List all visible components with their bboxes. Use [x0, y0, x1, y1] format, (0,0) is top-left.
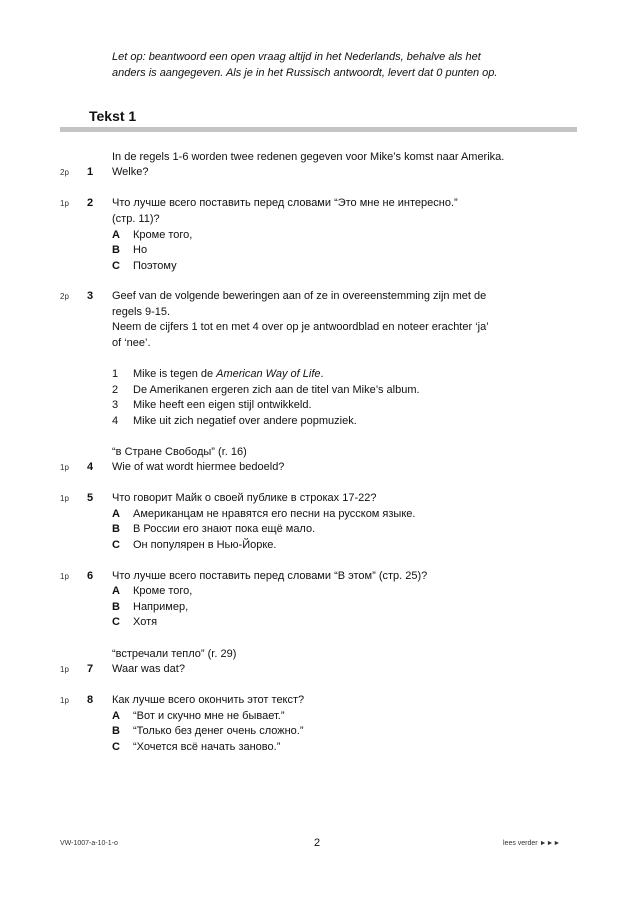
question-number: 8 — [87, 694, 94, 706]
question-text: (стр. 11)? — [112, 213, 160, 225]
option-text: Он популярен в Нью-Йорке. — [133, 539, 277, 551]
question-text: Welke? — [112, 166, 149, 178]
question-quote: “встречали тепло” (r. 29) — [112, 648, 237, 660]
section-title: Tekst 1 — [89, 108, 137, 124]
option-letter: C — [112, 741, 120, 753]
question-number: 2 — [87, 197, 94, 209]
option-letter: A — [112, 508, 120, 520]
question-text: Что говорит Майк о своей публике в строках 17-22? — [112, 492, 377, 504]
option-letter: B — [112, 725, 120, 737]
document-code: VW-1007-a-10-1-o — [60, 840, 118, 847]
instruction-note — [112, 49, 582, 81]
option-text: Кроме того, — [133, 585, 193, 597]
option-text: “Вот и скучно мне не бывает.” — [133, 710, 285, 722]
question-points: 1p — [60, 572, 69, 581]
question-text: Waar was dat? — [112, 663, 185, 675]
option-letter: A — [112, 710, 120, 722]
statement-text-part: . — [320, 368, 324, 380]
statement-emphasis: American Way of Life — [216, 368, 321, 380]
question-quote: “в Стране Свободы” (r. 16) — [112, 446, 247, 458]
instruction-line: Let op: beantwoord een open vraag altijd in het Nederlands, behalve als het — [112, 51, 481, 63]
question-intro: In de regels 1-6 worden twee redenen gegeven voor Mike’s komst naar Amerika. — [112, 151, 505, 163]
option-text: Но — [133, 244, 148, 256]
question-text: Как лучше всего окончить этот текст? — [112, 694, 305, 706]
question-points: 1p — [60, 494, 69, 503]
question-points: 2p — [60, 168, 69, 177]
question-text: regels 9-15. — [112, 306, 171, 318]
statement-number: 3 — [112, 399, 119, 411]
question-text: Что лучше всего поставить перед словами “В этом” (стр. 25)? — [112, 570, 428, 582]
statement-number: 2 — [112, 384, 119, 396]
question-number: 4 — [87, 461, 94, 473]
option-text: “Только без денег очень сложно.” — [133, 725, 304, 737]
page-number: 2 — [314, 837, 321, 849]
option-letter: B — [112, 601, 120, 613]
option-letter: A — [112, 585, 120, 597]
option-letter: C — [112, 260, 120, 272]
statement-number: 1 — [112, 368, 119, 380]
question-number: 6 — [87, 570, 94, 582]
question-text: Geef van de volgende beweringen aan of ze in overeenstemming zijn met de — [112, 290, 487, 302]
option-text: В России его знают пока ещё мало. — [133, 523, 316, 535]
question-points: 1p — [60, 463, 69, 472]
option-letter: A — [112, 229, 120, 241]
question-text: of ‘nee’. — [112, 337, 151, 349]
option-letter: B — [112, 523, 120, 535]
question-number: 7 — [87, 663, 94, 675]
option-text: Например, — [133, 601, 189, 613]
option-text: Поэтому — [133, 260, 177, 272]
statement-text: Mike heeft een eigen stijl ontwikkeld. — [133, 399, 312, 411]
statement-text: De Amerikanen ergeren zich aan de titel van Mike’s album. — [133, 384, 420, 396]
question-text: Neem de cijfers 1 tot en met 4 over op je antwoordblad en noteer erachter ‘ja’ — [112, 321, 489, 333]
statement-text: Mike uit zich negatief over andere popmuziek. — [133, 415, 357, 427]
question-text: Wie of wat wordt hiermee bedoeld? — [112, 461, 285, 473]
option-text: Кроме того, — [133, 229, 193, 241]
option-letter: C — [112, 539, 120, 551]
option-letter: C — [112, 616, 120, 628]
continue-indicator: lees verder ►►► — [503, 840, 561, 847]
instruction-line: anders is aangegeven. Als je in het Russisch antwoordt, levert dat 0 punten op. — [112, 67, 498, 79]
statement-text — [133, 367, 324, 381]
question-number: 3 — [87, 290, 94, 302]
statement-text-part: Mike is tegen de — [133, 368, 217, 380]
question-points: 2p — [60, 292, 69, 301]
question-text: Что лучше всего поставить перед словами “Это мне не интересно.” — [112, 197, 458, 209]
question-points: 1p — [60, 696, 69, 705]
option-text: “Хочется всё начать заново.” — [133, 741, 281, 753]
question-points: 1p — [60, 665, 69, 674]
option-letter: B — [112, 244, 120, 256]
statement-number: 4 — [112, 415, 119, 427]
section-divider — [60, 127, 577, 132]
question-number: 1 — [87, 166, 94, 178]
question-number: 5 — [87, 492, 94, 504]
option-text: Американцам не нравятся его песни на русском языке. — [133, 508, 416, 520]
question-points: 1p — [60, 199, 69, 208]
option-text: Хотя — [133, 616, 158, 628]
